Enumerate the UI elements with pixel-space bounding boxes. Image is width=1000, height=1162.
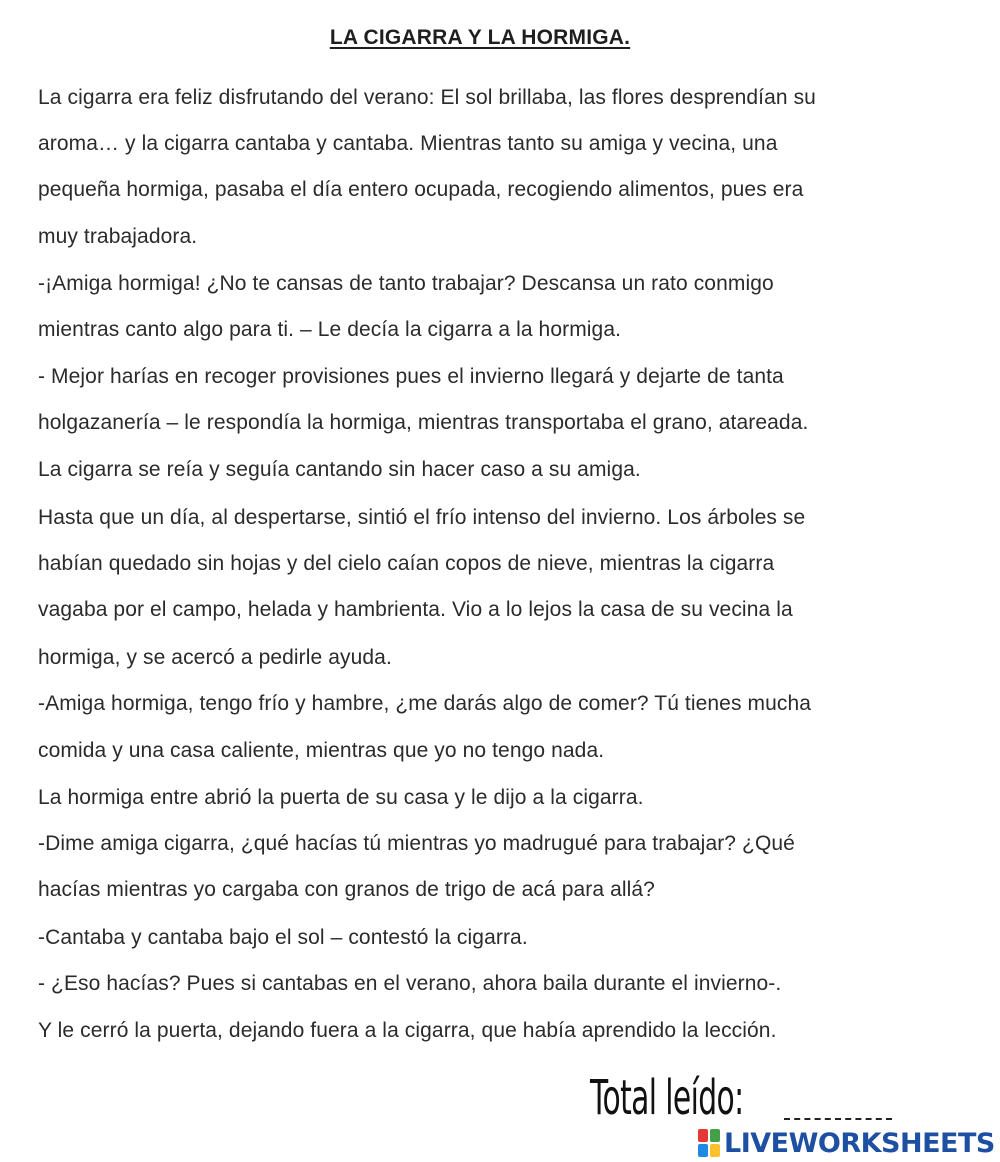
text-line: mientras canto algo para ti. – Le decía la cigarra a la hormiga. [38, 318, 622, 341]
logo-square [698, 1144, 708, 1157]
text-line: La cigarra era feliz disfrutando del verano: El sol brillaba, las flores desprendían su [38, 86, 816, 109]
text-line: vagaba por el campo, helada y hambrienta. Vio a lo lejos la casa de su vecina la [38, 598, 793, 621]
text-line: -Amiga hormiga, tengo frío y hambre, ¿me darás algo de comer? Tú tienes mucha [38, 692, 812, 715]
document-title: LA CIGARRA Y LA HORMIGA. [329, 26, 631, 49]
total-read-blank[interactable] [784, 1118, 892, 1120]
liveworksheets-brand [698, 1128, 995, 1158]
logo-square [710, 1129, 720, 1142]
total-read-label: Total leído: [590, 1070, 744, 1126]
text-line: - Mejor harías en recoger provisiones pues el invierno llegará y dejarte de tanta [38, 365, 784, 388]
logo-square [698, 1129, 708, 1142]
text-line: hacías mientras yo cargaba con granos de trigo de acá para allá? [38, 878, 655, 901]
text-line: Hasta que un día, al despertarse, sintió el frío intenso del invierno. Los árboles se [38, 506, 806, 529]
text-line: La cigarra se reía y seguía cantando sin hacer caso a su amiga. [38, 458, 641, 481]
text-line: holgazanería – le respondía la hormiga, mientras transportaba el grano, atareada. [38, 411, 809, 434]
liveworksheets-logo-icon [698, 1129, 720, 1157]
text-line: pequeña hormiga, pasaba el día entero ocupada, recogiendo alimentos, pues era [38, 178, 804, 201]
text-line: comida y una casa caliente, mientras que yo no tengo nada. [38, 739, 605, 762]
text-line: - ¿Eso hacías? Pues si cantabas en el verano, ahora baila durante el invierno-. [38, 972, 782, 995]
brand-name: LIVEWORKSHEETS [724, 1127, 995, 1159]
text-line: muy trabajadora. [38, 225, 198, 248]
text-line: Y le cerró la puerta, dejando fuera a la cigarra, que había aprendido la lección. [38, 1019, 777, 1042]
logo-square [710, 1144, 720, 1157]
text-line: hormiga, y se acercó a pedirle ayuda. [38, 646, 392, 669]
text-line: -¡Amiga hormiga! ¿No te cansas de tanto trabajar? Descansa un rato conmigo [38, 272, 774, 295]
text-line: -Cantaba y cantaba bajo el sol – contestó la cigarra. [38, 926, 528, 949]
text-line: La hormiga entre abrió la puerta de su casa y le dijo a la cigarra. [38, 786, 644, 809]
text-line: -Dime amiga cigarra, ¿qué hacías tú mientras yo madrugué para trabajar? ¿Qué [38, 832, 795, 855]
text-line: habían quedado sin hojas y del cielo caían copos de nieve, mientras la cigarra [38, 552, 775, 575]
text-line: aroma… y la cigarra cantaba y cantaba. Mientras tanto su amiga y vecina, una [38, 132, 778, 155]
